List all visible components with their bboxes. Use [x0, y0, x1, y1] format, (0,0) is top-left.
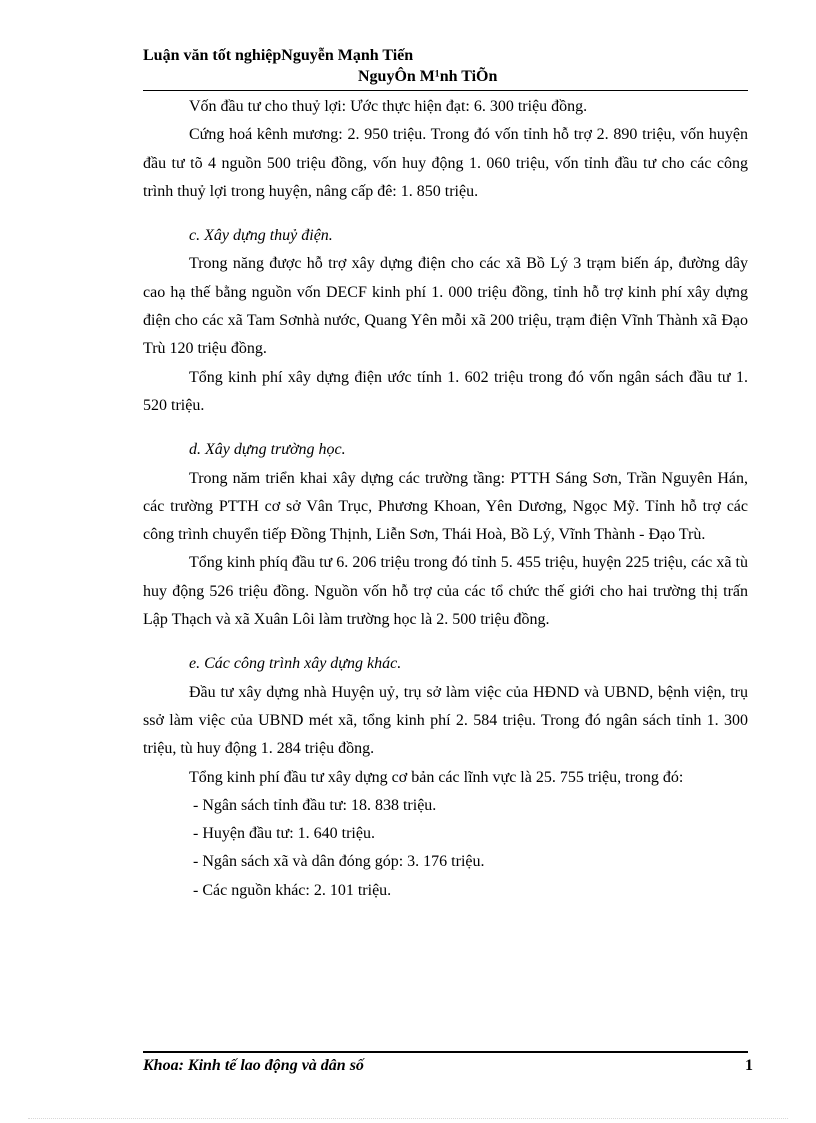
list-item: - Các nguồn khác: 2. 101 triệu. [193, 881, 392, 899]
running-header-author: NguyÔn M¹nh TiÕn [358, 68, 498, 85]
page-edge-divider [28, 1118, 788, 1119]
header-divider [143, 90, 748, 91]
paragraph: Cứng hoá kênh mương: 2. 950 triệu. Trong đó vốn tỉnh hỗ trợ 2. 890 triệu, vốn huyện đầu tư tõ 4 nguồn 500 triệu đồng, vốn huy động 1. 060 triệu, vốn tỉnh đầu tư cho các công trình thuỷ lợi trong huyện, nâng cấp đê: 1. 850 triệu. [143, 126, 748, 200]
document-body [143, 93, 748, 905]
section-heading: c. Xây dựng thuỷ điện. [189, 227, 333, 245]
section-heading: d. Xây dựng trường học. [189, 441, 346, 459]
paragraph: Đầu tư xây dựng nhà Huyện uỷ, trụ sở làm việc của HĐND và UBND, bệnh viện, trụ ssở làm việc của UBND mét xã, tổng kinh phí 2. 584 triệu. Trong đó ngân sách tỉnh 1. 300 triệu, tù huy động 1. 284 triệu đồng. [143, 683, 748, 758]
paragraph: Tổng kinh phí xây dựng điện ước tính 1. 602 triệu trong đó vốn ngân sách đầu tư 1. 520 triệu. [143, 368, 748, 414]
footer-divider [143, 1051, 748, 1053]
running-header-title: Luận văn tốt nghiệpNguyễn Mạnh Tiến [143, 47, 414, 64]
paragraph: Vốn đầu tư cho thuỷ lợi: Ước thực hiện đạt: 6. 300 triệu đồng. [189, 98, 588, 115]
paragraph: Trong năm triển khai xây dựng các trường tầng: PTTH Sáng Sơn, Trần Nguyên Hán, các trường PTTH cơ sở Vân Trục, Phương Khoan, Yên Dương, Ngọc Mỹ. Tỉnh hỗ trợ các công trình chuyển tiếp Đồng Thịnh, Liễn Sơn, Thái Hoà, Bồ Lý, Vĩnh Thành - Đạo Trù. [143, 469, 748, 544]
section-heading: e. Các công trình xây dựng khác. [189, 655, 402, 673]
list-item: - Ngân sách tỉnh đầu tư: 18. 838 triệu. [193, 796, 437, 814]
paragraph: Trong năng được hỗ trợ xây dựng điện cho các xã Bồ Lý 3 trạm biến áp, đường dây cao hạ thế bằng nguồn vốn DECF kinh phí 1. 000 triệu đồng, tỉnh hỗ trợ kinh phí xây dựng điện cho các xã Tam Sơnhà nước, Quang Yên mỗi xã 200 triệu, trạm điện Vĩnh Thành xã Đạo Trù 120 triệu đồng. [143, 255, 748, 358]
footer-faculty: Khoa: Kinh tế lao động và dân số [143, 1057, 364, 1074]
paragraph: Tổng kinh phíq đầu tư 6. 206 triệu trong đó tỉnh 5. 455 triệu, huyện 225 triệu, các xã tù huy động 526 triệu đồng. Nguồn vốn hỗ trợ của các tổ chức thế giới cho hai trường thị trấn Lập Thạch và xã Xuân Lôi làm trường học là 2. 500 triệu đồng. [143, 554, 748, 629]
page-number: 1 [745, 1057, 753, 1074]
paragraph: Tổng kinh phí đầu tư xây dựng cơ bản các lĩnh vực là 25. 755 triệu, trong đó: [189, 768, 684, 786]
list-item: - Huyện đầu tư: 1. 640 triệu. [193, 825, 375, 843]
list-item: - Ngân sách xã và dân đóng góp: 3. 176 triệu. [193, 853, 485, 871]
